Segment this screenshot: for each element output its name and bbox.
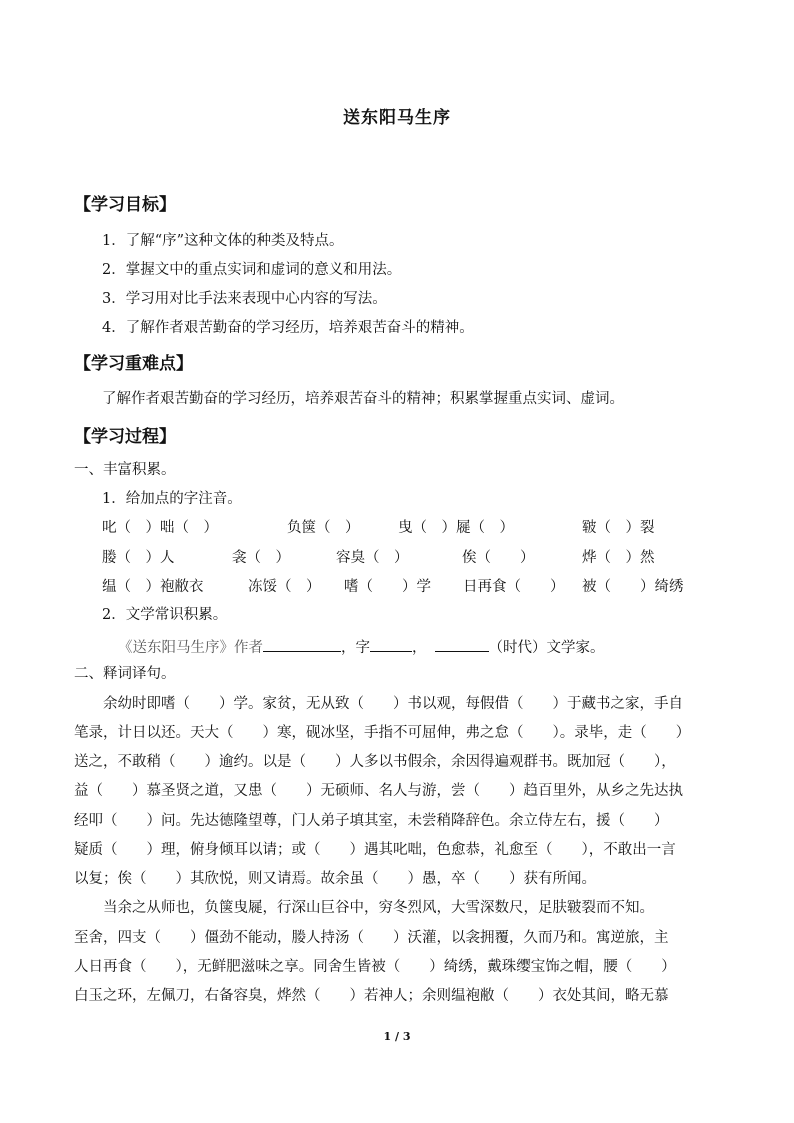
key-points-heading: 【学习重难点】: [74, 354, 193, 374]
question-2: 2．文学常识积累。: [102, 607, 228, 623]
pinyin-item: 俟（ ）: [462, 550, 535, 566]
pinyin-item: 叱（ ）咄（ ）: [102, 520, 218, 536]
pinyin-item: 烨（ ）然: [582, 550, 655, 566]
passage-line: 人日再食（ ），无鲜肥滋味之享。同舍生皆被（ ）绮绣，戴珠缨宝饰之帽，腰（ ）: [74, 959, 676, 975]
key-points-text: 了解作者艰苦勤奋的学习经历，培养艰苦奋斗的精神；积累掌握重点实词、虚词。: [102, 391, 624, 407]
passage-line: 余幼时即嗜（ ）学。家贫，无从致（ ）书以观，每假借（ ）于藏书之家，手自: [74, 696, 683, 712]
pinyin-item: 嗜（ ）学: [344, 579, 431, 595]
question-1: 1．给加点的字注音。: [102, 491, 242, 507]
fill-suffix: （时代）文学家。: [488, 640, 605, 656]
goal-item: 1．了解“序”这种文体的种类及特点。: [102, 233, 344, 249]
pinyin-item: 被（ ）绮绣: [582, 579, 684, 595]
part1-heading: 一、丰富积累。: [74, 462, 176, 478]
fill-zi-label: ，字: [341, 640, 370, 656]
passage-line: 疑质（ ）理，俯身倾耳以请；或（ ）遇其叱咄，色愈恭，礼愈至（ ），不敢出一言: [74, 842, 676, 858]
pinyin-item: 负箧（ ）: [287, 520, 360, 536]
goals-heading: 【学习目标】: [74, 195, 176, 215]
pinyin-item: 衾（ ）: [232, 550, 290, 566]
passage-line: 经叩（ ）问。先达德隆望尊，门人弟子填其室，未尝稍降辞色。余立侍左右，援（ ）: [74, 813, 669, 829]
pinyin-item: 曳（ ）屣（ ）: [398, 520, 514, 536]
author-blank[interactable]: [263, 636, 341, 652]
goal-item: 3．学习用对比手法来表现中心内容的写法。: [102, 291, 387, 307]
pinyin-item: 皲（ ）裂: [582, 520, 655, 536]
passage-line: 笔录，计日以还。天大（ ）寒，砚冰坚，手指不可屈伸，弗之怠（ ）。录毕，走（ ）: [74, 725, 691, 741]
passage-line: 以复；俟（ ）其欣悦，则又请焉。故余虽（ ）愚，卒（ ）获有所闻。: [74, 871, 596, 887]
page-number: 1 / 3: [383, 1030, 411, 1043]
passage-line: 白玉之环，左佩刀，右备容臭，烨然（ ）若神人；余则缊袍敝（ ）衣处其间，略无慕: [74, 988, 669, 1004]
fill-comma: ，: [412, 640, 427, 656]
passage-line: 益（ ）慕圣贤之道，又患（ ）无硕师、名人与游，尝（ ）趋百里外，从乡之先达执: [74, 783, 683, 799]
pinyin-item: 冻馁（ ）: [248, 579, 321, 595]
fill-prefix: 《送东阳马生序》作者: [118, 640, 263, 656]
process-heading: 【学习过程】: [74, 427, 176, 447]
courtesy-name-blank[interactable]: [370, 636, 412, 652]
page-title: 送东阳马生序: [343, 108, 451, 128]
passage-line: 送之，不敢稍（ ）逾约。以是（ ）人多以书假余，余因得遍观群书。既加冠（ ），: [74, 754, 676, 770]
part2-heading: 二、释词译句。: [74, 666, 176, 682]
era-blank[interactable]: [435, 636, 489, 652]
passage-line: 当余之从师也，负箧曳屣，行深山巨谷中，穷冬烈风，大雪深数尺，足肤皲裂而不知。: [74, 900, 654, 916]
pinyin-item: 容臭（ ）: [336, 550, 409, 566]
passage-line: 至舍，四支（ ）僵劲不能动，媵人持汤（ ）沃灌，以衾拥覆，久而乃和。寓逆旅，主: [74, 930, 669, 946]
goal-item: 4．了解作者艰苦勤奋的学习经历，培养艰苦奋斗的精神。: [102, 320, 474, 336]
goal-item: 2．掌握文中的重点实词和虚词的意义和用法。: [102, 262, 402, 278]
pinyin-item: 日再食（ ）: [463, 579, 565, 595]
pinyin-item: 媵（ ）人: [102, 550, 175, 566]
pinyin-item: 缊（ ）袍敝衣: [102, 579, 204, 595]
literature-fill-line: [118, 636, 605, 658]
